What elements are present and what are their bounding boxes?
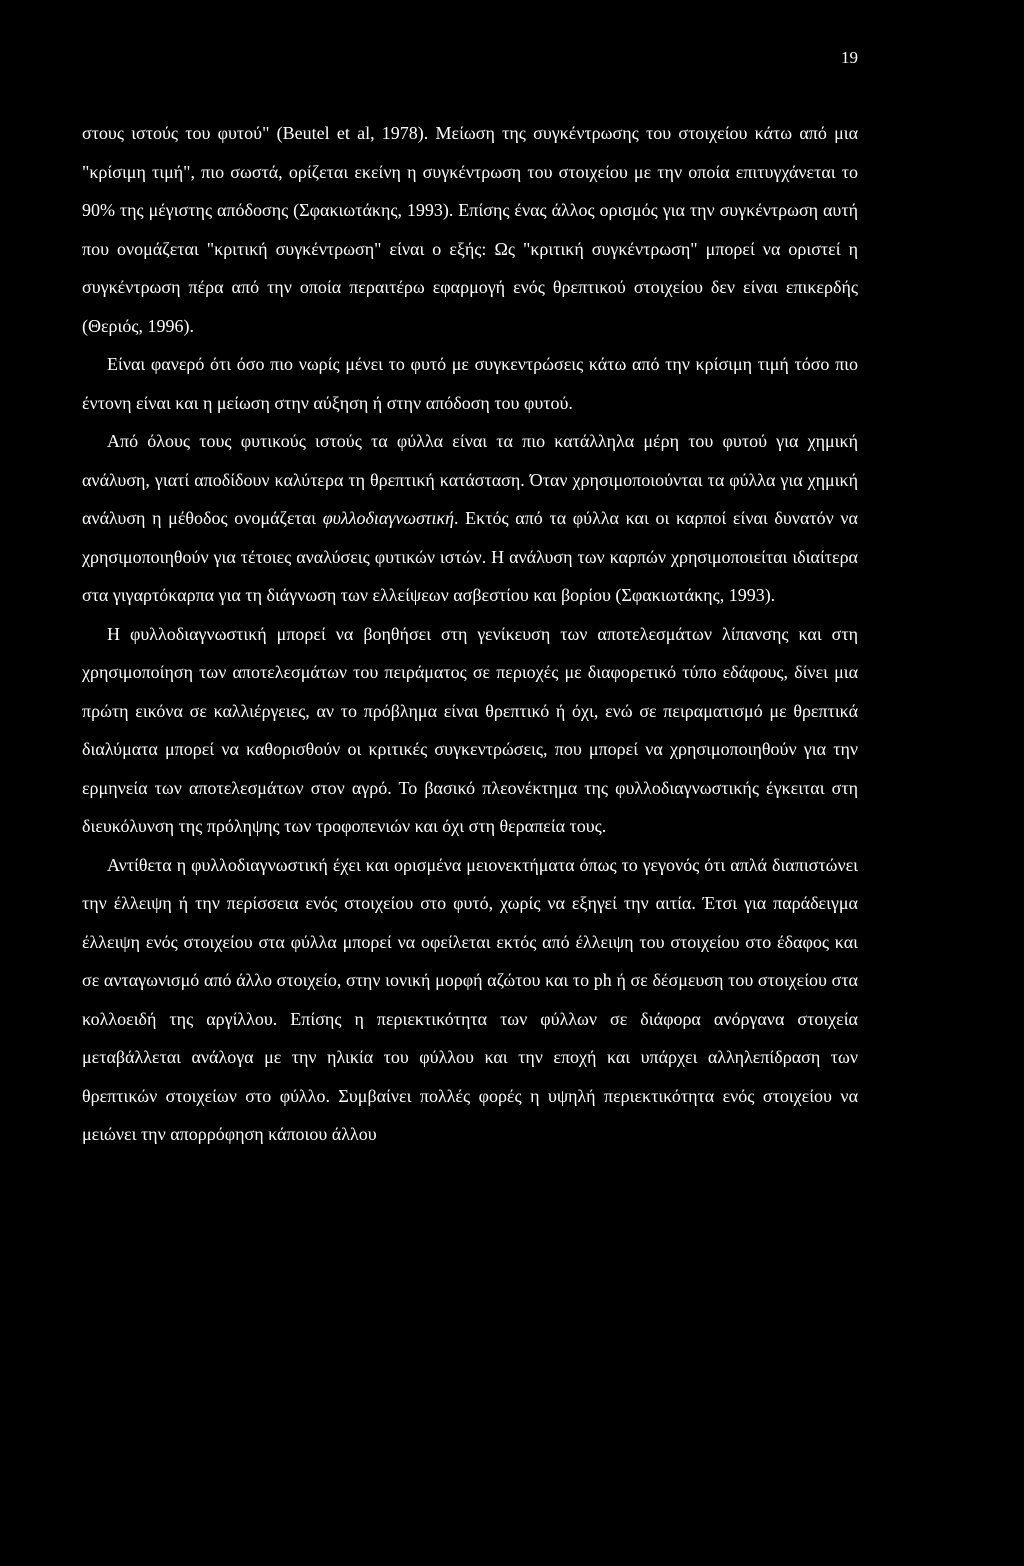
paragraph-leaf-analysis [82,422,858,615]
foliar-diagnosis-term: φυλλοδιαγνωστική [322,508,455,528]
leaf-analysis-text-end: . Εκτός από τα φύλλα και οι καρποί είναι δυνατόν να χρησιμοποιηθούν για τέτοιες αναλύσεις φυτικών ιστών. Η ανάλυση των καρπών χρησιμοποιείται ιδιαίτερα στα γιγαρτόκαρπα για τη διάγνωση των ελλείψεων ασβεστίου και βορίου (Σφακιωτάκης, 1993). [82,508,858,605]
paragraph-foliar-benefits: Η φυλλοδιαγνωστική μπορεί να βοηθήσει στη γενίκευση των αποτελεσμάτων λίπανσης και στη χρησιμοποίηση των αποτελεσμάτων του πειράματος σε περιοχές με διαφορετικό τύπο εδάφους, δίνει μια πρώτη εικόνα σε καλλιέργειες, αν το πρόβλημα είναι θρεπτικό ή όχι, ενώ σε πειραματισμό με θρεπτικά διαλύματα μπορεί να καθορισθούν οι κριτικές συγκεντρώσεις, που μπορεί να χρησιμοποιηθούν για την ερμηνεία των αποτελεσμάτων στον αγρό. Το βασικό πλεονέκτημα της φυλλοδιαγνωστικής έγκειται στη διευκόλυνση της πρόληψης των τροφοπενιών και όχι στη θεραπεία τους. [82,623,858,836]
page-number: 19 [841,48,858,67]
paragraph-foliar-drawbacks: Αντίθετα η φυλλοδιαγνωστική έχει και ορισμένα μειονεκτήματα όπως το γεγονός ότι απλά διαπιστώνει την έλλειψη ή την περίσσεια ενός στοιχείου στο φυτό, χωρίς να εξηγεί την αιτία. Έτσι για παράδειγμα έλλειψη ενός στοιχείου στα φύλλα μπορεί να οφείλεται εκτός από έλλειψη του στοιχείου στο έδαφος και σε ανταγωνισμό από άλλο στοιχείο, στην ιονική μορφή αζώτου και το ph ή σε δέσμευση του στοιχείου στα κολλοειδή της αργίλλου. Επίσης η περιεκτικότητα των φύλλων σε διάφορα ανόργανα στοιχεία μεταβάλλεται ανάλογα με την ηλικία του φύλλου και την εποχή και υπάρχει αλληλεπίδραση των θρεπτικών στοιχείων στο φύλλο. Συμβαίνει πολλές φορές η υψηλή περιεκτικότητα ενός στοιχείου να μειώνει την απορρόφηση κάποιου άλλου [82,854,858,1144]
document-body [82,114,858,1154]
leaf-analysis-text-start: Από όλους τους φυτικούς ιστούς τα φύλλα είναι τα πιο κατάλληλα μέρη του φυτού για χημική ανάλυση, γιατί αποδίδουν καλύτερα τη θρεπτική κατάσταση. Όταν χρησιμοποιούνται τα φύλλα για χημική ανάλυση η μέθοδος ονομάζεται [82,431,858,528]
paragraph-early-deficiency: Είναι φανερό ότι όσο πιο νωρίς μένει το φυτό με συγκεντρώσεις κάτω από την κρίσιμη τιμή τόσο πιο έντονη είναι και η μείωση στην αύξηση ή στην απόδοση του φυτού. [82,354,858,413]
paragraph-critical-value: στους ιστούς του φυτού" (Beutel et al, 1978). Μείωση της συγκέντρωσης του στοιχείου κάτω από μια "κρίσιμη τιμή", πιο σωστά, ορίζεται εκείνη η συγκέντρωση του στοιχείου με την οποία επιτυγχάνεται το 90% της μέγιστης απόδοσης (Σφακιωτάκης, 1993). Επίσης ένας άλλος ορισμός για την συγκέντρωση αυτή που ονομάζεται "κριτική συγκέντρωση" είναι ο εξής: Ως "κριτική συγκέντρωση" μπορεί να οριστεί η συγκέντρωση πέρα από την οποία περαιτέρω εφαρμογή ενός θρεπτικού στοιχείου δεν είναι επικερδής (Θεριός, 1996). [82,123,858,336]
